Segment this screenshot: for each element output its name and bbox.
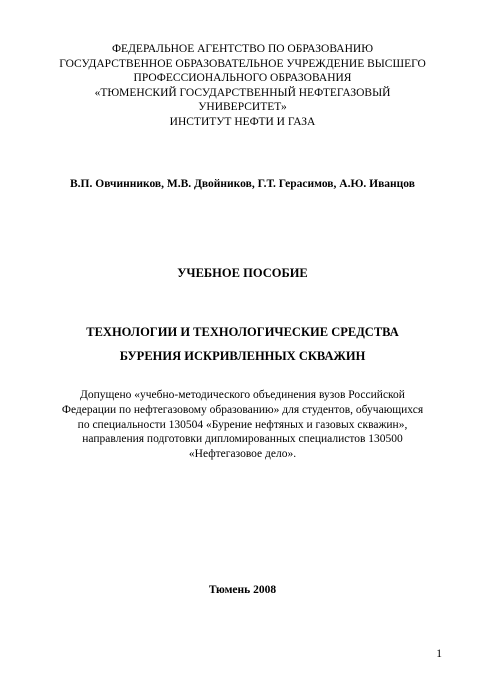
- header-line-university: УНИВЕРСИТЕТ»: [198, 101, 287, 114]
- page-number: 1: [436, 648, 442, 660]
- header-line-agency: ФЕДЕРАЛЬНОЕ АГЕНТСТВО ПО ОБРАЗОВАНИЮ: [111, 43, 374, 55]
- approval-line-3: по специальности 130504 «Бурение нефтяных и газовых скважин»,: [77, 418, 408, 431]
- header-line-institute: ИНСТИТУТ НЕФТИ И ГАЗА: [169, 115, 316, 128]
- header-line-university-name: «ТЮМЕНСКИЙ ГОСУДАРСТВЕННЫЙ НЕФТЕГАЗОВЫЙ: [94, 86, 391, 99]
- document-title: [40, 320, 445, 368]
- institution-header: [40, 42, 445, 130]
- document-type: УЧЕБНОЕ ПОСОБИЕ: [177, 266, 308, 280]
- header-line-institution-type: ГОСУДАРСТВЕННОЕ ОБРАЗОВАТЕЛЬНОЕ УЧРЕЖДЕНИЕ ВЫСШЕГО: [59, 57, 426, 70]
- title-line-2: БУРЕНИЯ ИСКРИВЛЕННЫХ СКВАЖИН: [119, 349, 366, 363]
- city-and-year: Тюмень 2008: [208, 584, 277, 596]
- authors-line: В.П. Овчинников, М.В. Двойников, Г.Т. Герасимов, А.Ю. Иванцов: [70, 178, 415, 190]
- approval-line-5: «Нефтегазовое дело».: [188, 448, 297, 461]
- approval-line-4: направления подготовки дипломированных специалистов 130500: [82, 433, 403, 446]
- title-line-1: ТЕХНОЛОГИИ И ТЕХНОЛОГИЧЕСКИЕ СРЕДСТВА: [86, 325, 399, 339]
- header-line-education-level: ПРОФЕССИОНАЛЬНОГО ОБРАЗОВАНИЯ: [133, 72, 352, 85]
- approval-statement: [40, 388, 445, 462]
- approval-line-1: Допущено «учебно-методического объединения вузов Российской: [80, 389, 405, 401]
- approval-line-2: Федерации по нефтегазовому образованию» для студентов, обучающихся: [61, 403, 424, 416]
